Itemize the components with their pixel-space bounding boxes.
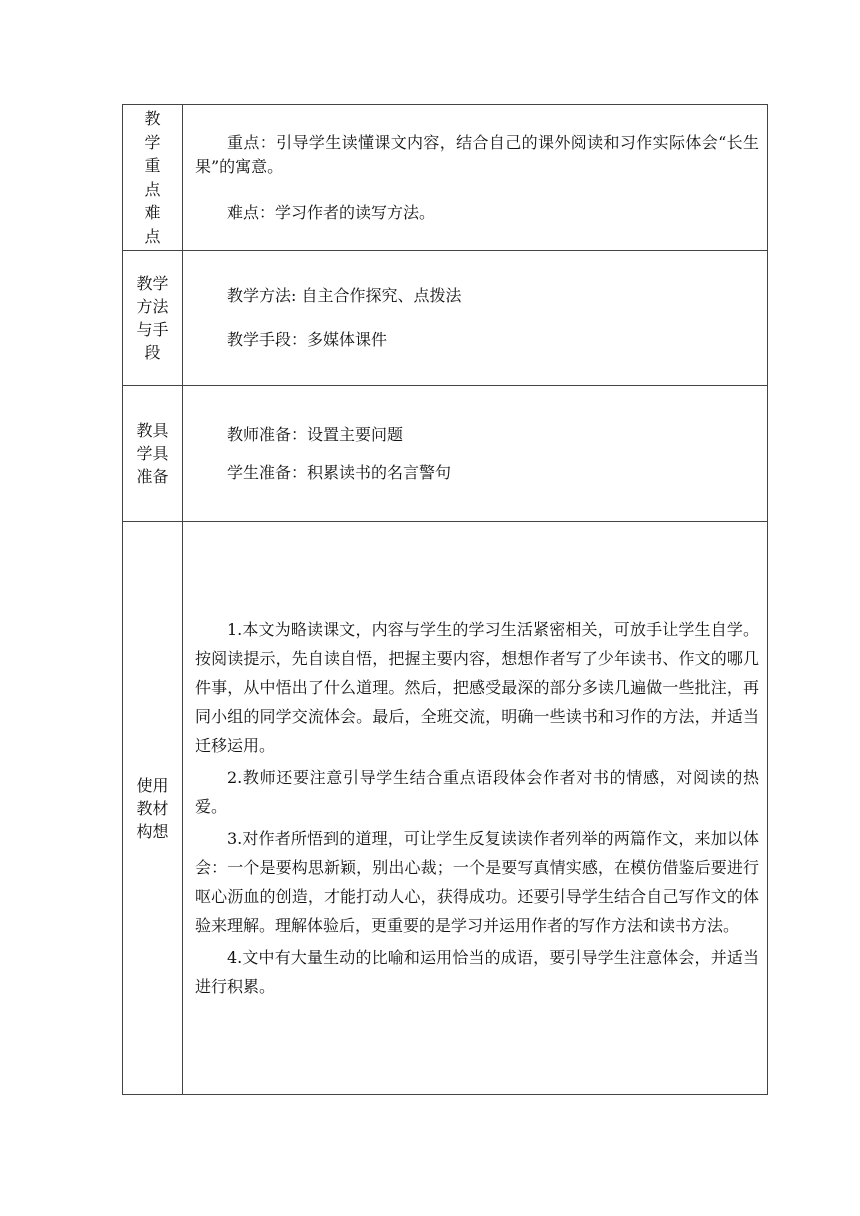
table-row: [123, 386, 768, 522]
row-content-materials-preparation: [183, 386, 768, 522]
paragraph-item-1: 1.本文为略读课文，内容与学生的学习生活紧密相关，可放手让学生自学。按阅读提示，先自读自悟，把握主要内容，想想作者写了少年读书、作文的哪几件事，从中悟出了什么道理。然后，把感受最深的部分多读几遍做一些批注，再同小组的同学交流体会。最后，全班交流，明确一些读书和习作的方法，并适当迁移运用。: [195, 620, 759, 755]
paragraph-item-3: 3.对作者所悟到的道理，可让学生反复读读作者列举的两篇作文，来加以体会：一个是要构思新颖，别出心裁；一个是要写真情实感，在模仿借鉴后要进行呕心沥血的创造，才能打动人心，获得成功。还要引导学生结合自己写作文的体验来理解。理解体验后，更重要的是学习并运用作者的写作方法和读书方法。: [195, 829, 759, 935]
paragraph-student-preparation: 学生准备：积累读书的名言警句: [227, 462, 452, 482]
paragraph-teaching-method: 教学方法: 自主合作探究、点拨法: [227, 286, 462, 305]
paragraph-teacher-preparation: 教师准备：设置主要问题: [227, 424, 404, 444]
row-content-teaching-methods: [183, 251, 768, 386]
row-label-text: 教学方法与手段: [136, 274, 169, 362]
table-row: [123, 105, 768, 251]
table-row: [123, 251, 768, 386]
row-label-textbook-concept: [123, 522, 183, 1095]
paragraph-item-4: 4.文中有大量生动的比喻和运用恰当的成语，要引导学生注意体会，并适当进行积累。: [195, 948, 759, 996]
row-label-materials-preparation: [123, 386, 183, 522]
paragraph-item-2: 2.教师还要注意引导学生结合重点语段体会作者对书的情感，对阅读的热爱。: [195, 768, 759, 816]
paragraph-difficult-point: 难点：学习作者的读写方法。: [227, 202, 436, 222]
paragraph-teaching-means: 教学手段：多媒体课件: [227, 330, 388, 349]
table-row: [123, 522, 768, 1095]
row-label-text: 教学重点难点: [144, 109, 161, 246]
row-content-textbook-concept: [183, 522, 768, 1095]
row-label-teaching-methods: [123, 251, 183, 386]
row-content-key-difficult-points: [183, 105, 768, 251]
row-label-text: 使用教材构想: [136, 775, 169, 841]
lesson-plan-table: [122, 104, 768, 1095]
row-label-text: 教具学具准备: [136, 421, 169, 486]
paragraph-key-point: 重点：引导学生读懂课文内容，结合自己的课外阅读和习作实际体会“长生果”的寓意。: [195, 132, 759, 176]
row-label-key-difficult-points: [123, 105, 183, 251]
